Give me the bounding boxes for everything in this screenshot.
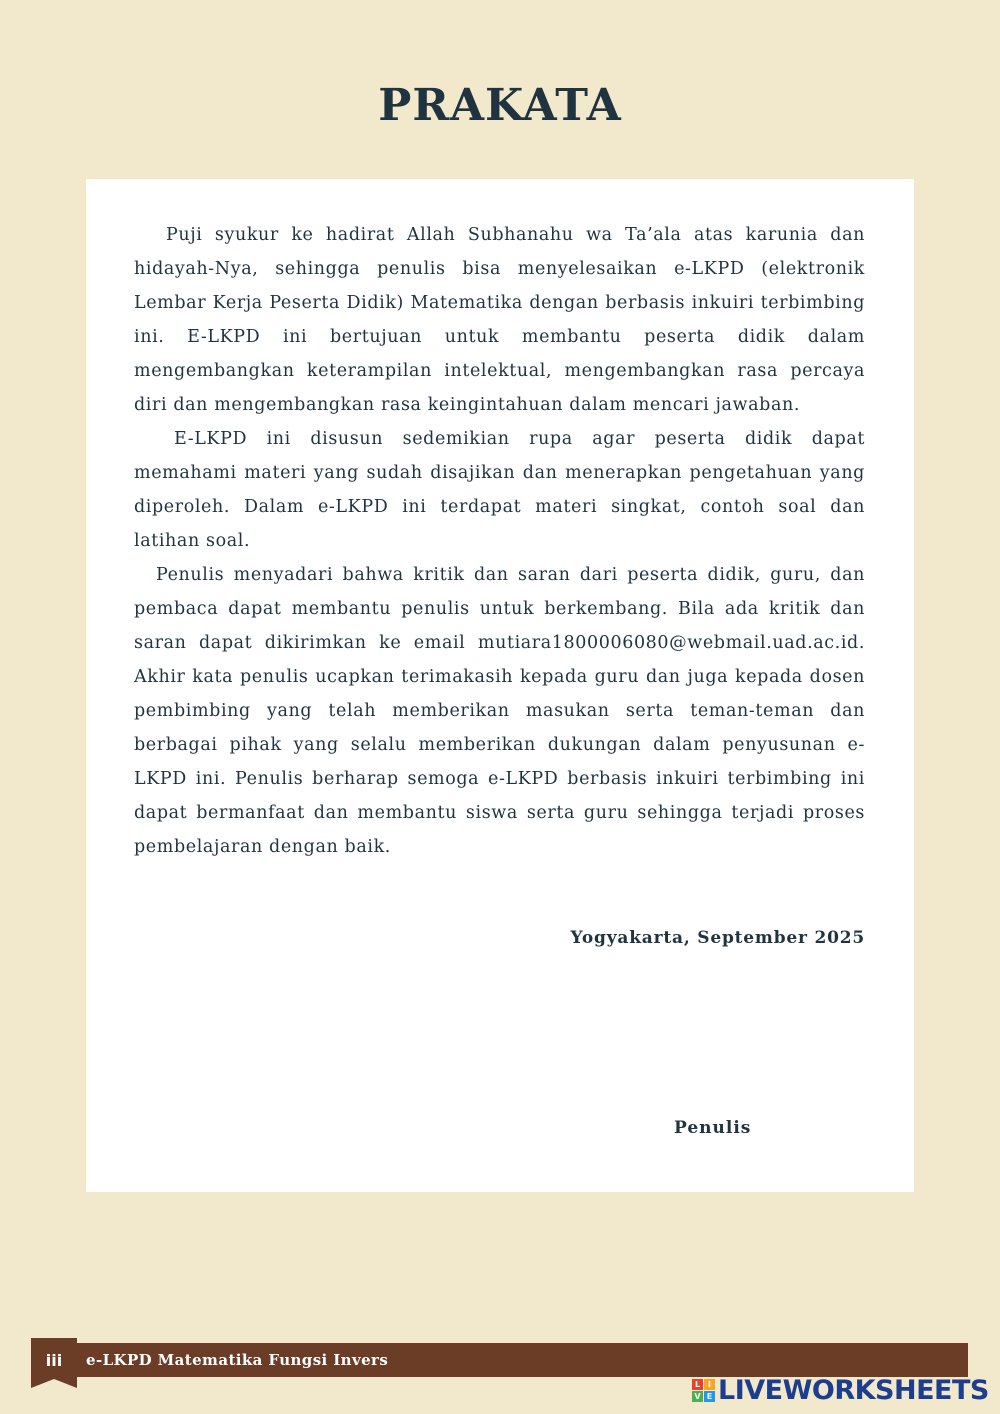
liveworksheets-logo-icon <box>692 1379 715 1402</box>
paragraph-intro: Puji syukur ke hadirat Allah Subhanahu wa Ta’ala atas karunia dan hidayah-Nya, sehingga penulis bisa menyelesaikan e-LKPD (elektronik Lembar Kerja Peserta Didik) Matematika dengan berbasis inkuiri terbimbing ini. E-LKPD ini bertujuan untuk membantu peserta didik dalam mengembangkan keterampilan intelektual, mengembangkan rasa percaya diri dan mengembangkan rasa keingintahuan dalam mencari jawaban. <box>134 225 865 415</box>
watermark-text: LIVEWORKSHEETS <box>718 1374 989 1406</box>
liveworksheets-watermark <box>692 1375 989 1405</box>
logo-letter: V <box>692 1391 703 1402</box>
logo-letter: E <box>704 1391 715 1402</box>
footer-title: e-LKPD Matematika Fungsi Invers <box>86 1351 389 1369</box>
signature-author: Penulis <box>674 1118 752 1138</box>
paragraph-closing: Penulis menyadari bahwa kritik dan saran dari peserta didik, guru, dan pembaca dapat membantu penulis untuk berkembang. Bila ada kritik dan saran dapat dikirimkan ke email mutiara1800006080@webmail.uad.ac.id. Akhir kata penulis ucapkan terimakasih kepada guru dan juga kepada dosen pembimbing yang telah memberikan masukan serta teman-teman dan berbagai pihak yang selalu memberikan dukungan dalam penyusunan e-LKPD ini. Penulis berharap semoga e-LKPD berbasis inkuiri terbimbing ini dapat bermanfaat dan membantu siswa serta guru sehingga terjadi proses pembelajaran dengan baik. <box>134 565 865 857</box>
logo-letter: I <box>704 1379 715 1390</box>
page-title: PRAKATA <box>378 80 622 131</box>
place-date: Yogyakarta, September 2025 <box>570 928 865 948</box>
paragraph-purpose: E-LKPD ini disusun sedemikian rupa agar peserta didik dapat memahami materi yang sudah disajikan dan menerapkan pengetahuan yang diperoleh. Dalam e-LKPD ini terdapat materi singkat, contoh soal dan latihan soal. <box>134 429 865 551</box>
logo-letter: L <box>692 1379 703 1390</box>
page-number: iii <box>45 1351 63 1370</box>
preface-body <box>134 218 865 864</box>
